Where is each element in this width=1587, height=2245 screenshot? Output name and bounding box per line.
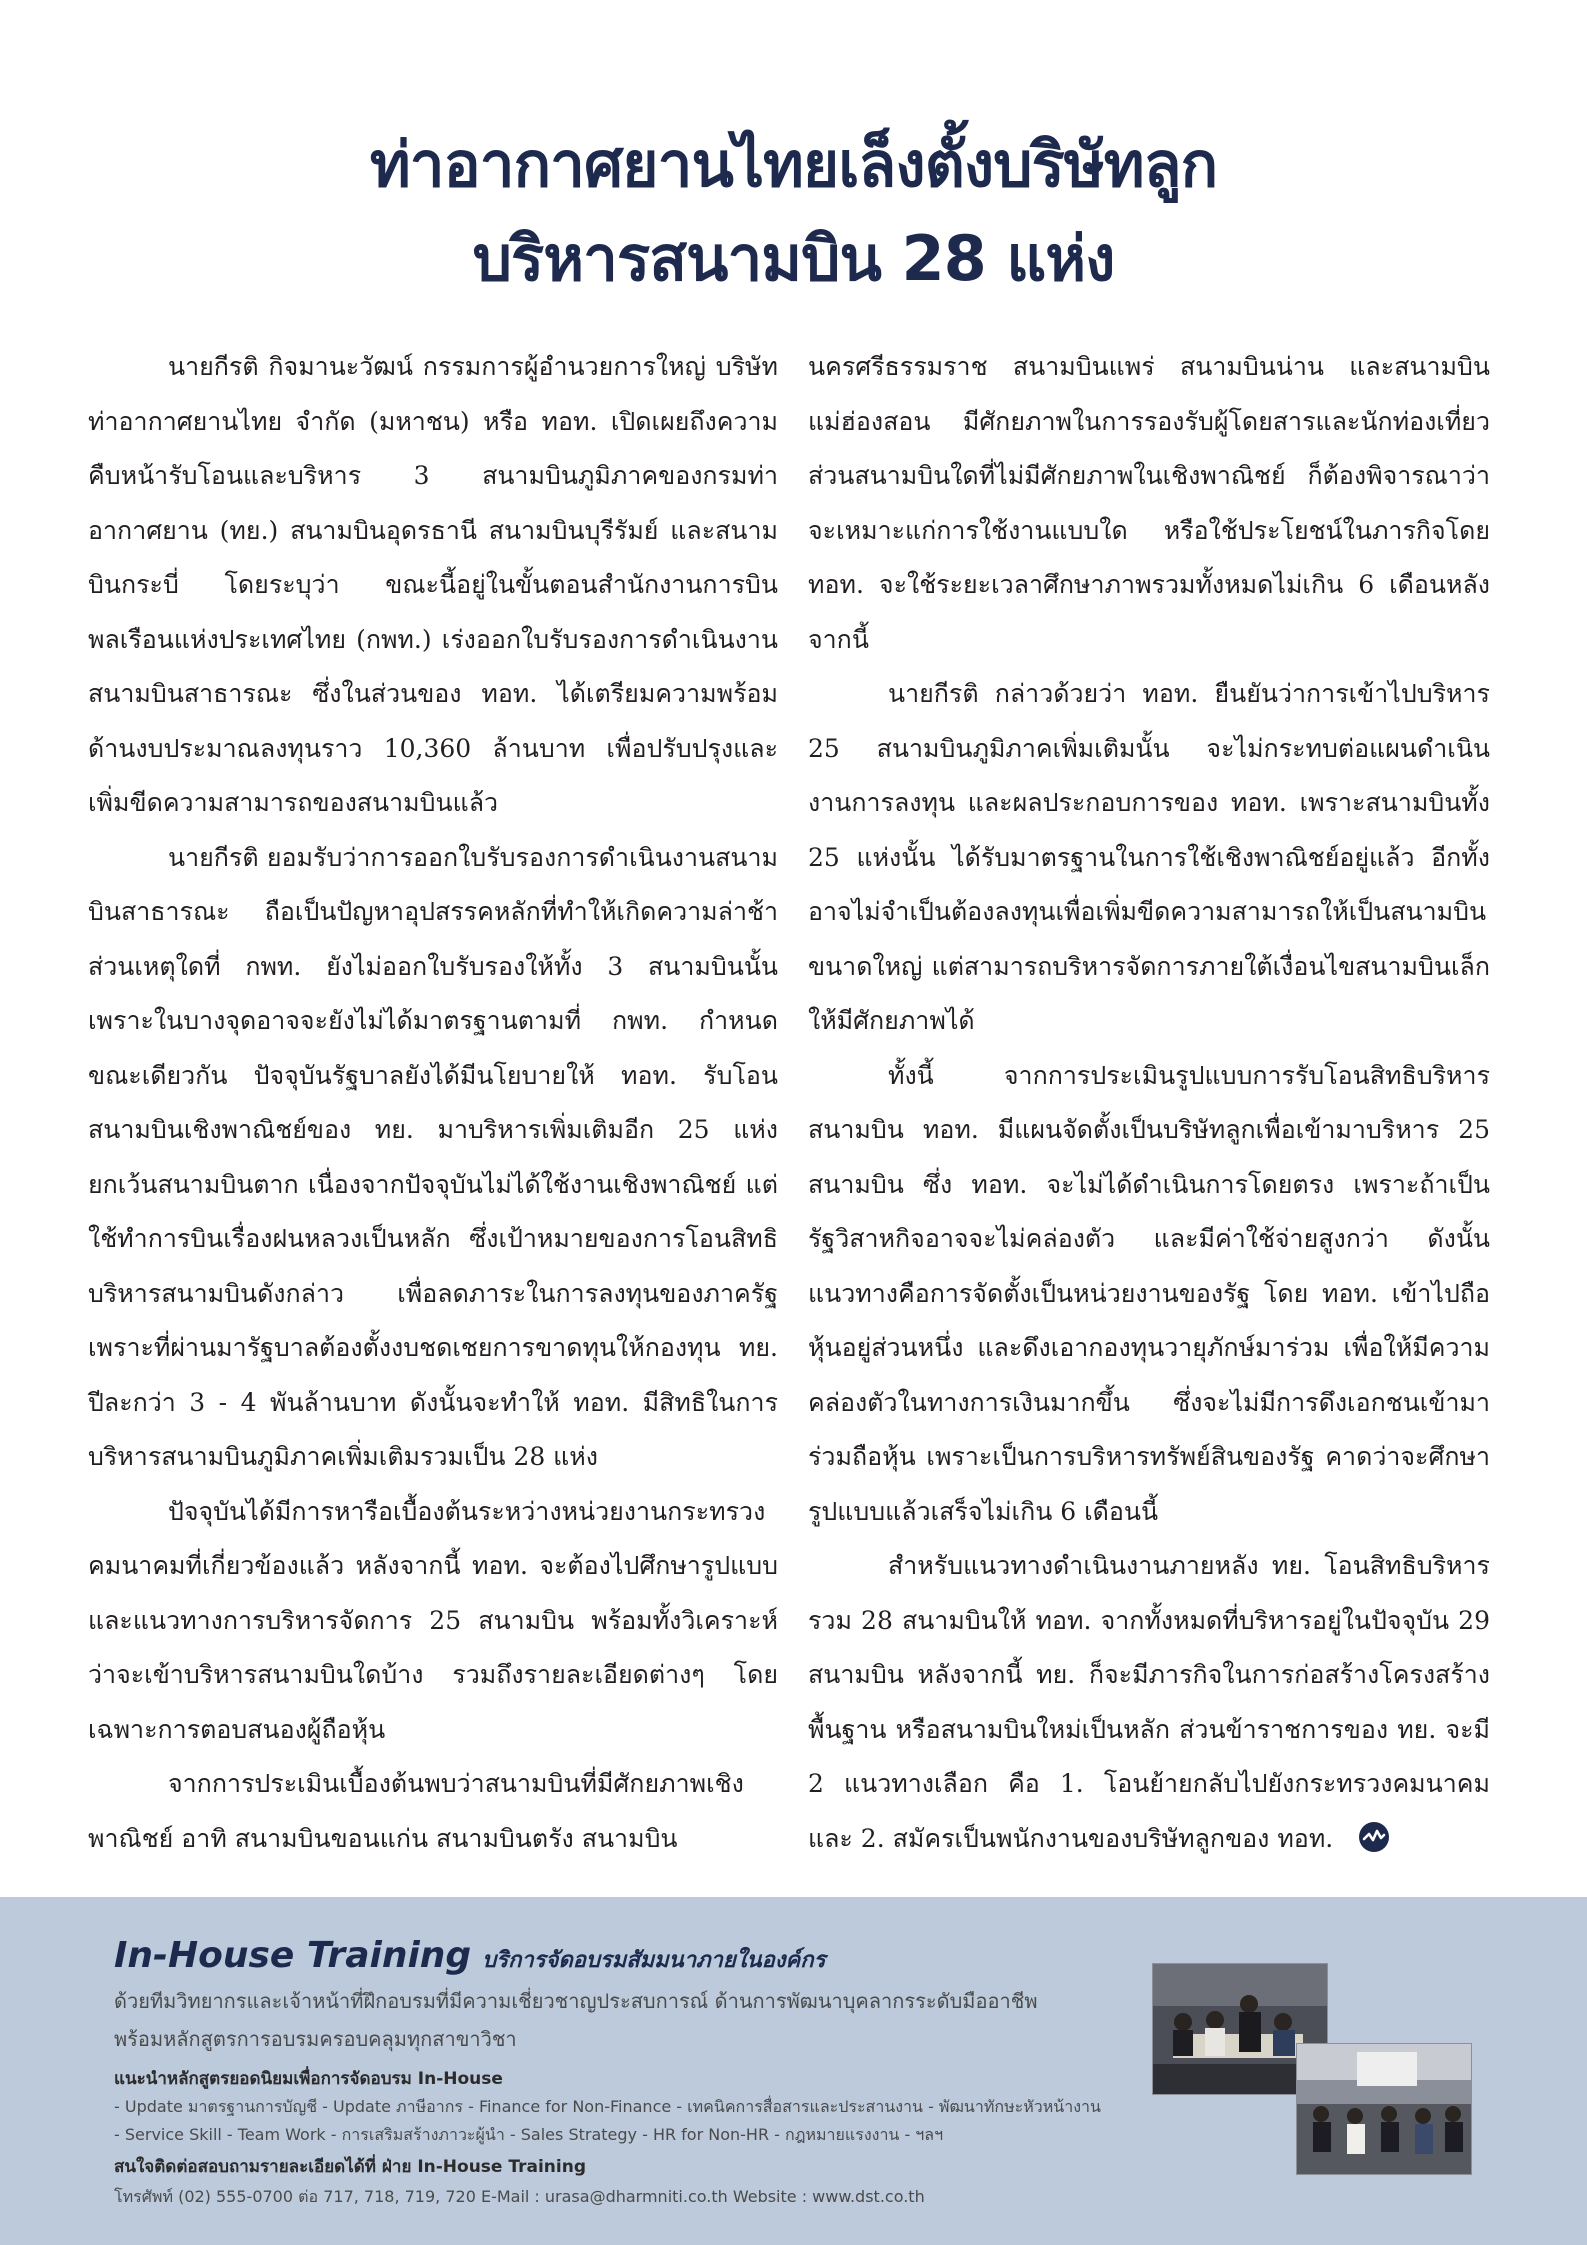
title-line-2: บริหารสนามบิน 28 แห่ง bbox=[472, 222, 1115, 295]
logo-mark-icon bbox=[1359, 1822, 1389, 1852]
paragraph-last bbox=[808, 1539, 1490, 1866]
right-column bbox=[808, 340, 1490, 1866]
ad-brand: In-House Training bbox=[114, 1935, 472, 1976]
paragraph-continued: นครศรีธรรมราช สนามบินแพร่ สนามบินน่าน และสนามบินแม่ฮ่องสอน มีศักยภาพในการรองรับผู้โดยสารและนักท่องเที่ยว ส่วนสนามบินใดที่ไม่มีศักยภาพในเชิงพาณิชย์ ก็ต้องพิจารณาว่าจะเหมาะแก่การใช้งานแบบใด หรือใช้ประโยชน์ในภารกิจโดย ทอท. จะใช้ระยะเวลาศึกษาภาพรวมทั้งหมดไม่เกิน 6 เดือนหลังจากนี้ bbox=[808, 352, 1490, 654]
paragraph: นายกีรติ กิจมานะวัฒน์ กรรมการผู้อำนวยการใหญ่ บริษัท ท่าอากาศยานไทย จำกัด (มหาชน) หรือ ทอท. เปิดเผยถึงความคืบหน้ารับโอนและบริหาร 3 สนามบินภูมิภาคของกรมท่าอากาศยาน (ทย.) สนามบินอุดรธานี สนามบินบุรีรัมย์ และสนามบินกระบี่ โดยระบุว่า ขณะนี้อยู่ในขั้นตอนสำนักงานการบินพลเรือนแห่งประเทศไทย (กพท.) เร่งออกใบรับรองการดำเนินงานสนามบินสาธารณะ ซึ่งในส่วนของ ทอท. ได้เตรียมความพร้อมด้านงบประมาณลงทุนราว 10,360 ล้านบาท เพื่อปรับปรุงและเพิ่มขีดความสามารถของสนามบินแล้ว bbox=[88, 352, 778, 817]
article-title bbox=[0, 118, 1587, 306]
ad-heading bbox=[114, 1935, 825, 1977]
ad-description-1: ด้วยทีมวิทยากรและเจ้าหน้าที่ฝึกอบรมที่มีความเชี่ยวชาญประสบการณ์ ด้านการพัฒนาบุคลากรระดับมืออาชีพ bbox=[114, 1989, 1038, 2013]
paragraph: นายกีรติ กล่าวด้วยว่า ทอท. ยืนยันว่าการเข้าไปบริหาร 25 สนามบินภูมิภาคเพิ่มเติมนั้น จะไม่กระทบต่อแผนดำเนินงานการลงทุน และผลประกอบการของ ทอท. เพราะสนามบินทั้ง 25 แห่งนั้น ได้รับมาตรฐานในการใช้เชิงพาณิชย์อยู่แล้ว อีกทั้งอาจไม่จำเป็นต้องลงทุนเพื่อเพิ่มขีดความสามารถให้เป็นสนามบินขนาดใหญ่ แต่สามารถบริหารจัดการภายใต้เงื่อนไขสนามบินเล็กให้มีศักยภาพได้ bbox=[808, 679, 1490, 1035]
ad-courses-1: - Update มาตรฐานการบัญชี - Update ภาษีอากร - Finance for Non-Finance - เทคนิคการสื่อสารและประสานงาน - พัฒนาทักษะหัวหน้างาน bbox=[114, 2097, 1101, 2116]
ad-courses-heading: แนะนำหลักสูตรยอดนิยมเพื่อการจัดอบรม In-House bbox=[114, 2069, 503, 2089]
paragraph: ทั้งนี้ จากการประเมินรูปแบบการรับโอนสิทธิบริหารสนามบิน ทอท. มีแผนจัดตั้งเป็นบริษัทลูกเพื่อเข้ามาบริหาร 25 สนามบิน ซึ่ง ทอท. จะไม่ได้ดำเนินการโดยตรง เพราะถ้าเป็นรัฐวิสาหกิจอาจจะไม่คล่องตัว และมีค่าใช้จ่ายสูงกว่า ดังนั้นแนวทางคือการจัดตั้งเป็นหน่วยงานของรัฐ โดย ทอท. เข้าไปถือหุ้นอยู่ส่วนหนึ่ง และดึงเอากองทุนวายุภักษ์มาร่วม เพื่อให้มีความคล่องตัวในทางการเงินมากขึ้น ซึ่งจะไม่มีการดึงเอกชนเข้ามาร่วมถือหุ้น เพราะเป็นการบริหารทรัพย์สินของรัฐ คาดว่าจะศึกษารูปแบบแล้วเสร็จไม่เกิน 6 เดือนนี้ bbox=[808, 1060, 1490, 1526]
ad-contact-line: โทรศัพท์ (02) 555-0700 ต่อ 717, 718, 719, 720 E-Mail : urasa@dharmniti.co.th Website : www.dst.co.th bbox=[114, 2187, 925, 2206]
ad-courses-2: - Service Skill - Team Work - การเสริมสร้างภาวะผู้นำ - Sales Strategy - HR for Non-HR - กฎหมายแรงงาน - ฯลฯ bbox=[114, 2125, 944, 2144]
inhouse-training-ad bbox=[0, 1897, 1587, 2245]
title-line-1: ท่าอากาศยานไทยเล็งตั้งบริษัทลูก bbox=[369, 128, 1218, 201]
left-column bbox=[88, 340, 778, 1866]
ad-tagline: บริการจัดอบรมสัมมนาภายในองค์กร bbox=[482, 1948, 826, 1973]
paragraph: ปัจจุบันได้มีการหารือเบื้องต้นระหว่างหน่วยงานกระทรวงคมนาคมที่เกี่ยวข้องแล้ว หลังจากนี้ ทอท. จะต้องไปศึกษารูปแบบและแนวทางการบริหารจัดการ 25 สนามบิน พร้อมทั้งวิเคราะห์ว่าจะเข้าบริหารสนามบินใดบ้าง รวมถึงรายละเอียดต่างๆ โดยเฉพาะการตอบสนองผู้ถือหุ้น bbox=[88, 1496, 778, 1744]
training-photo-2 bbox=[1296, 2043, 1472, 2175]
ad-contact-heading: สนใจติดต่อสอบถามรายละเอียดได้ที่ ฝ่าย In-House Training bbox=[114, 2157, 586, 2177]
ad-description-2: พร้อมหลักสูตรการอบรมครอบคลุมทุกสาขาวิชา bbox=[114, 2027, 517, 2051]
paragraph-text: สำหรับแนวทางดำเนินงานภายหลัง ทย. โอนสิทธิบริหารรวม 28 สนามบินให้ ทอท. จากทั้งหมดที่บริหารอยู่ในปัจจุบัน 29 สนามบิน หลังจากนี้ ทย. ก็จะมีภารกิจในการก่อสร้างโครงสร้างพื้นฐาน หรือสนามบินใหม่เป็นหลัก ส่วนข้าราชการของ ทย. จะมี 2 แนวทางเลือก คือ 1. โอนย้ายกลับไปยังกระทรวงคมนาคม และ 2. สมัครเป็นพนักงานของบริษัทลูกของ ทอท. bbox=[808, 1551, 1490, 1853]
paragraph: จากการประเมินเบื้องต้นพบว่าสนามบินที่มีศักยภาพเชิงพาณิชย์ อาทิ สนามบินขอนแก่น สนามบินตรัง สนามบิน bbox=[88, 1769, 744, 1853]
paragraph: นายกีรติ ยอมรับว่าการออกใบรับรองการดำเนินงานสนามบินสาธารณะ ถือเป็นปัญหาอุปสรรคหลักที่ทำให้เกิดความล่าช้า ส่วนเหตุใดที่ กพท. ยังไม่ออกใบรับรองให้ทั้ง 3 สนามบินนั้น เพราะในบางจุดอาจจะยังไม่ได้มาตรฐานตามที่ กพท. กำหนด ขณะเดียวกัน ปัจจุบันรัฐบาลยังได้มีนโยบายให้ ทอท. รับโอนสนามบินเชิงพาณิชย์ของ ทย. มาบริหารเพิ่มเติมอีก 25 แห่ง ยกเว้นสนามบินตาก เนื่องจากปัจจุบันไม่ได้ใช้งานเชิงพาณิชย์ แต่ใช้ทำการบินเรื่องฝนหลวงเป็นหลัก ซึ่งเป้าหมายของการโอนสิทธิบริหารสนามบินดังกล่าว เพื่อลดภาระในการลงทุนของภาครัฐ เพราะที่ผ่านมารัฐบาลต้องตั้งงบชดเชยการขาดทุนให้กองทุน ทย. ปีละกว่า 3 - 4 พันล้านบาท ดังนั้นจะทำให้ ทอท. มีสิทธิในการบริหารสนามบินภูมิภาคเพิ่มเติมรวมเป็น 28 แห่ง bbox=[88, 842, 778, 1471]
